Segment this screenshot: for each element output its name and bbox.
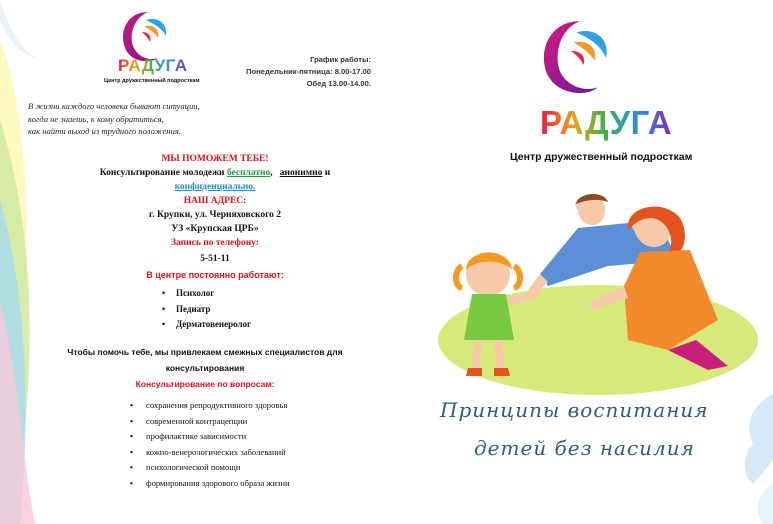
confidential-word: конфиденциально. [174, 182, 256, 192]
anonymous-word: анонимно [279, 168, 323, 178]
bird-decoration-icon [713, 374, 773, 524]
comma: , [270, 168, 273, 178]
consult-prefix: Консультирование молодежи [99, 168, 225, 178]
schedule-weekdays: Понедельник-пятница: 8.00-17.00 [246, 67, 371, 76]
phone-number: 5-51-11 [200, 254, 230, 264]
work-schedule [246, 54, 371, 90]
specialists-text [20, 344, 390, 392]
staff-item: • Дерматовенеролог [162, 317, 251, 333]
topic-item: • психологической помощи [130, 460, 290, 476]
address-street: г. Крупки, ул. Черняховского 2 [148, 210, 282, 220]
cover-title-line1: Принципы воспитания [440, 398, 709, 422]
schedule-title: График работы: [310, 55, 371, 64]
and-word: и [322, 168, 331, 178]
staff-title: В центре постоянно работают: [146, 270, 284, 280]
logo-small-subtitle: Центр дружественный подросткам [104, 78, 200, 84]
topic-item: • современной контрацепции [130, 414, 290, 430]
intro-text [28, 100, 200, 138]
intro-line: когда не знаешь, к кому обратиться, [28, 113, 164, 124]
specialists-line2: консультирования [165, 363, 245, 373]
schedule-lunch: Обед 13.00-14.00. [306, 79, 371, 88]
specialists-line1: Чтобы помочь тебе, мы привлекаем смежных специалистов для [67, 347, 343, 357]
free-word: бесплатно [226, 168, 271, 178]
staff-list [162, 286, 251, 333]
intro-line: В жизни каждого человека бывают ситуации, [28, 101, 200, 111]
topics-title: Консультирование по вопросам: [135, 379, 275, 389]
parent-child-illustration [428, 190, 758, 395]
topic-item: • профилактике зависимости [130, 429, 290, 445]
topic-item: • кожно-венерологических заболеваний [130, 445, 290, 461]
consult-line [40, 166, 390, 180]
phone-title: Запись по телефону: [171, 238, 259, 248]
address-title: НАШ АДРЕС: [183, 196, 247, 206]
staff-item: • Психолог [162, 286, 251, 302]
address-org: УЗ «Крупская ЦРБ» [171, 224, 259, 234]
staff-item: • Педиатр [162, 302, 251, 318]
cover-title-line2: детей без насилия [474, 436, 695, 460]
topic-item: • сохранения репродуктивного здоровья [130, 398, 290, 414]
help-headline: МЫ ПОМОЖЕМ ТЕБЕ! [161, 154, 269, 164]
topic-item: • формирования здорового образа жизни [130, 476, 290, 492]
logo-large-wordmark: РАДУГА [540, 104, 673, 141]
logo-large-subtitle: Центр дружественный подросткам [510, 151, 693, 163]
intro-line: как найти выход из трудного положения. [28, 126, 182, 136]
logo-small-wordmark: РАДУГА [118, 56, 188, 75]
help-block [40, 152, 390, 266]
topics-list [130, 398, 290, 492]
